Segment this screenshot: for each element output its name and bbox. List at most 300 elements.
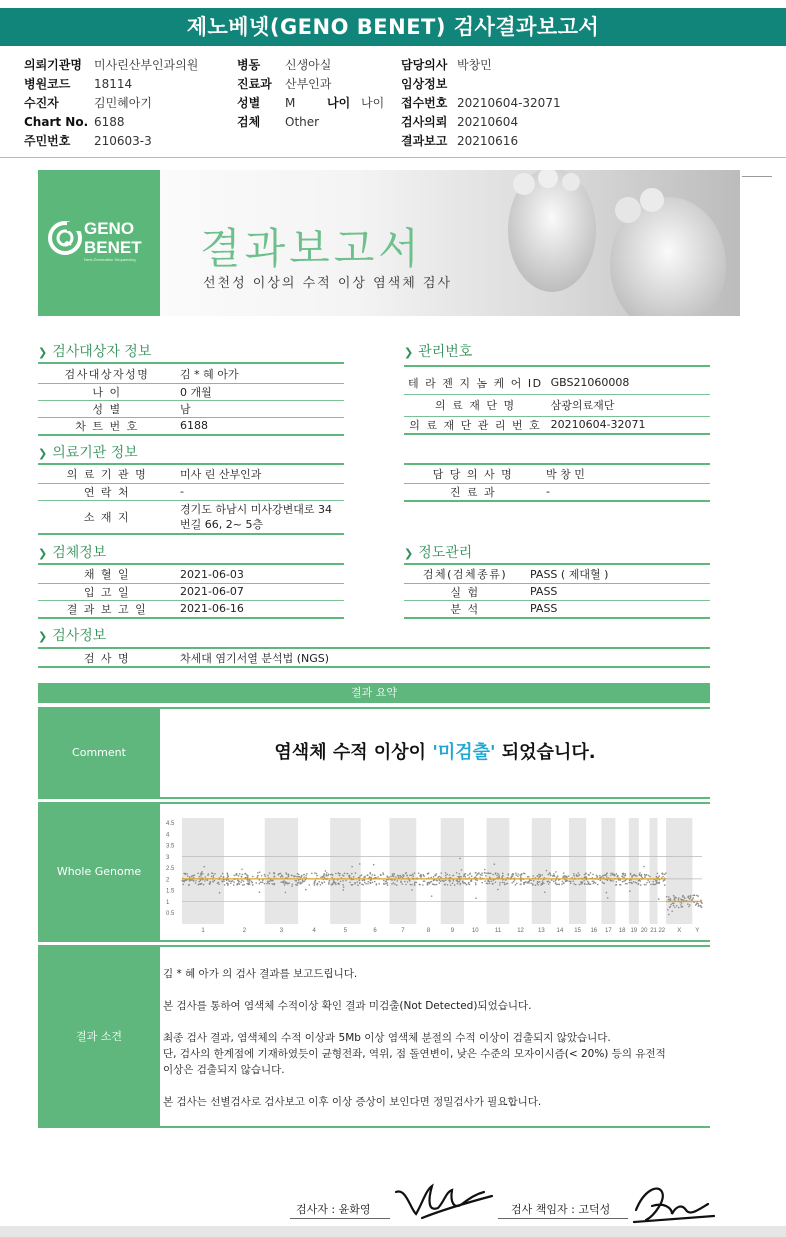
data-point bbox=[436, 873, 438, 875]
data-point bbox=[674, 899, 676, 901]
findings-line: 본 검사를 통하여 염색체 수적이상 확인 결과 미검출(Not Detected)되었습니다. bbox=[163, 1000, 532, 1012]
header-row bbox=[24, 75, 198, 94]
data-point bbox=[542, 883, 544, 885]
data-point bbox=[449, 880, 451, 882]
data-point bbox=[453, 880, 455, 882]
data-point bbox=[520, 883, 522, 885]
data-point bbox=[214, 873, 216, 875]
data-point bbox=[678, 899, 680, 901]
data-point bbox=[637, 883, 639, 885]
data-point bbox=[414, 884, 416, 886]
data-point bbox=[198, 881, 200, 883]
data-point bbox=[481, 874, 483, 876]
data-point bbox=[259, 871, 261, 873]
data-point bbox=[625, 875, 627, 877]
data-point bbox=[214, 880, 216, 882]
data-point bbox=[206, 879, 208, 881]
data-point bbox=[457, 876, 459, 878]
x-tick-label: 15 bbox=[574, 928, 581, 934]
section-title-test-info bbox=[38, 625, 106, 645]
header-value: 신생아실 bbox=[285, 58, 332, 72]
data-point bbox=[349, 876, 351, 878]
data-point bbox=[595, 882, 597, 884]
data-point bbox=[267, 875, 269, 877]
field-label: 결 과 보 고 일 bbox=[38, 600, 176, 618]
data-point bbox=[311, 872, 313, 874]
data-point bbox=[586, 883, 588, 885]
section-title-management bbox=[404, 341, 472, 361]
data-point bbox=[680, 904, 682, 906]
data-point bbox=[489, 883, 491, 885]
header-row bbox=[401, 56, 561, 75]
header-row bbox=[401, 94, 561, 113]
data-point bbox=[331, 884, 333, 886]
data-point bbox=[520, 874, 522, 876]
data-point bbox=[475, 884, 477, 886]
data-point bbox=[422, 884, 424, 886]
table-row bbox=[38, 466, 344, 483]
data-point bbox=[462, 881, 464, 883]
data-point bbox=[643, 866, 645, 868]
data-point bbox=[438, 882, 440, 884]
field-label: 검 사 명 bbox=[38, 650, 176, 667]
data-point bbox=[511, 882, 513, 884]
data-point bbox=[185, 873, 187, 875]
data-point bbox=[343, 875, 345, 877]
x-tick-label: 4 bbox=[312, 928, 316, 934]
data-point bbox=[668, 914, 670, 916]
data-point bbox=[566, 880, 568, 882]
chevron-right-icon: ❯ bbox=[404, 547, 414, 560]
table-row bbox=[404, 394, 710, 416]
header-value: 김민혜아기 bbox=[94, 96, 152, 110]
data-point bbox=[588, 882, 590, 884]
data-point bbox=[459, 858, 461, 860]
data-point bbox=[447, 884, 449, 886]
data-point bbox=[644, 876, 646, 878]
data-point bbox=[414, 881, 416, 883]
data-point bbox=[584, 884, 586, 886]
data-point bbox=[556, 884, 558, 886]
field-label: 실 험 bbox=[404, 583, 526, 600]
header-label-age: 나이 bbox=[327, 96, 351, 110]
data-point bbox=[658, 898, 660, 900]
data-point bbox=[367, 883, 369, 885]
data-point bbox=[252, 876, 254, 878]
chromosome-band bbox=[441, 818, 464, 924]
header-label: 접수번호 bbox=[401, 96, 448, 110]
logo-tagline: Next-Generation Sequencing bbox=[84, 257, 136, 262]
data-point bbox=[481, 882, 483, 884]
header-value: 산부인과 bbox=[285, 77, 332, 91]
data-point bbox=[274, 876, 276, 878]
data-point bbox=[454, 884, 456, 886]
chevron-right-icon: ❯ bbox=[38, 630, 48, 643]
data-point bbox=[513, 881, 515, 883]
data-point bbox=[445, 877, 447, 879]
data-point bbox=[460, 876, 462, 878]
data-point bbox=[559, 884, 561, 886]
data-point bbox=[607, 897, 609, 899]
data-point bbox=[321, 883, 323, 885]
data-point bbox=[515, 872, 517, 874]
chevron-right-icon: ❯ bbox=[38, 346, 48, 359]
data-point bbox=[639, 875, 641, 877]
data-point bbox=[542, 880, 544, 882]
data-point bbox=[466, 884, 468, 886]
header-label: 병원코드 bbox=[24, 77, 71, 91]
table-row bbox=[38, 400, 344, 417]
data-point bbox=[372, 882, 374, 884]
data-point bbox=[391, 883, 393, 885]
data-point bbox=[512, 876, 514, 878]
data-point bbox=[593, 881, 595, 883]
header-col-2 bbox=[237, 56, 384, 132]
data-point bbox=[484, 880, 486, 882]
data-point bbox=[497, 873, 499, 875]
data-point bbox=[636, 875, 638, 877]
section-title-subject bbox=[38, 341, 151, 361]
header-label: 검사의뢰 bbox=[401, 115, 448, 129]
data-point bbox=[604, 875, 606, 877]
data-point bbox=[546, 870, 548, 872]
y-tick-label: 4 bbox=[166, 832, 170, 839]
data-point bbox=[291, 885, 293, 887]
findings-line bbox=[163, 982, 708, 998]
data-point bbox=[306, 873, 308, 875]
data-point bbox=[189, 876, 191, 878]
data-point bbox=[359, 863, 361, 865]
data-point bbox=[359, 882, 361, 884]
data-point bbox=[428, 872, 430, 874]
data-point bbox=[211, 872, 213, 874]
table-row bbox=[404, 416, 710, 434]
data-point bbox=[541, 874, 543, 876]
data-point bbox=[280, 876, 282, 878]
field-value: 6188 bbox=[176, 417, 344, 435]
data-point bbox=[287, 883, 289, 885]
data-point bbox=[282, 881, 284, 883]
data-point bbox=[371, 874, 373, 876]
data-point bbox=[395, 876, 397, 878]
x-tick-label: 12 bbox=[517, 928, 524, 934]
field-value: PASS ( 제대혈 ) bbox=[526, 566, 710, 583]
institution-table bbox=[38, 466, 344, 535]
data-point bbox=[644, 874, 646, 876]
data-point bbox=[390, 876, 392, 878]
data-point bbox=[570, 882, 572, 884]
data-point bbox=[406, 875, 408, 877]
data-point bbox=[662, 873, 664, 875]
data-point bbox=[233, 881, 235, 883]
header-value: 20210604 bbox=[457, 115, 519, 129]
data-point bbox=[459, 884, 461, 886]
data-point bbox=[556, 877, 558, 879]
data-point bbox=[626, 883, 628, 885]
data-point bbox=[668, 896, 670, 898]
data-point bbox=[573, 875, 575, 877]
comment-label: Comment bbox=[38, 709, 160, 797]
data-point bbox=[399, 875, 401, 877]
data-point bbox=[189, 880, 191, 882]
data-point bbox=[433, 876, 435, 878]
data-point bbox=[676, 905, 678, 907]
data-point bbox=[630, 873, 632, 875]
data-point bbox=[444, 883, 446, 885]
data-point bbox=[450, 884, 452, 886]
data-point bbox=[303, 876, 305, 878]
data-point bbox=[701, 906, 703, 908]
data-point bbox=[195, 882, 197, 884]
data-point bbox=[187, 875, 189, 877]
data-point bbox=[583, 880, 585, 882]
summary-bar: 결과 요약 bbox=[38, 683, 710, 703]
data-point bbox=[625, 873, 627, 875]
data-point bbox=[689, 898, 691, 900]
data-point bbox=[325, 870, 327, 872]
data-point bbox=[488, 872, 490, 874]
data-point bbox=[370, 879, 372, 881]
chromosome-band bbox=[265, 818, 298, 924]
header-value: 18114 bbox=[94, 77, 133, 91]
data-point bbox=[292, 883, 294, 885]
data-point bbox=[361, 883, 363, 885]
data-point bbox=[232, 880, 234, 882]
data-point bbox=[698, 903, 700, 905]
data-point bbox=[269, 881, 271, 883]
data-point bbox=[308, 884, 310, 886]
data-point bbox=[495, 872, 497, 874]
data-point bbox=[587, 880, 589, 882]
section-rule bbox=[404, 365, 710, 367]
report-title: 제노베넷(GENO BENET) 검사결과보고서 bbox=[0, 8, 786, 46]
header-label: 담당의사 bbox=[401, 58, 448, 72]
section-title-text: 검체정보 bbox=[52, 545, 107, 561]
data-point bbox=[527, 881, 529, 883]
data-point bbox=[217, 882, 219, 884]
header-label: 수진자 bbox=[24, 96, 59, 110]
y-tick-label: 1 bbox=[166, 899, 170, 906]
header-label: Chart No. bbox=[24, 115, 89, 129]
table-row bbox=[404, 372, 710, 394]
data-point bbox=[445, 875, 447, 877]
data-point bbox=[238, 875, 240, 877]
header-value: 박창민 bbox=[457, 58, 492, 72]
data-point bbox=[264, 883, 266, 885]
data-point bbox=[606, 876, 608, 878]
comment-pre: 염색체 수적 이상이 bbox=[274, 742, 433, 763]
x-tick-label: 5 bbox=[343, 928, 348, 934]
data-point bbox=[346, 873, 348, 875]
findings-line: 최종 검사 결과, 염색체의 수적 이상과 5Mb 이상 염색체 분절의 수적 이상이 검출되지 않았습니다. bbox=[163, 1032, 611, 1044]
data-point bbox=[315, 880, 317, 882]
data-point bbox=[264, 874, 266, 876]
data-point bbox=[367, 881, 369, 883]
chromosome-band bbox=[532, 818, 551, 924]
data-point bbox=[475, 872, 477, 874]
table-row bbox=[38, 417, 344, 435]
data-point bbox=[464, 876, 466, 878]
data-point bbox=[592, 883, 594, 885]
data-point bbox=[612, 880, 614, 882]
data-point bbox=[269, 872, 271, 874]
data-point bbox=[487, 883, 489, 885]
data-point bbox=[471, 875, 473, 877]
x-tick-label: 19 bbox=[630, 928, 638, 934]
data-point bbox=[195, 880, 197, 882]
section-title-text: 의료기관 정보 bbox=[52, 445, 138, 461]
data-point bbox=[678, 907, 680, 909]
data-point bbox=[599, 875, 601, 877]
data-point bbox=[475, 876, 477, 878]
data-point bbox=[367, 875, 369, 877]
data-point bbox=[457, 883, 459, 885]
field-value: 2021-06-07 bbox=[176, 583, 344, 600]
data-point bbox=[222, 873, 224, 875]
data-point bbox=[320, 884, 322, 886]
data-point bbox=[494, 863, 496, 865]
data-point bbox=[204, 880, 206, 882]
data-point bbox=[635, 882, 637, 884]
data-point bbox=[701, 902, 703, 904]
data-point bbox=[555, 871, 557, 873]
comment-post: 되었습니다. bbox=[495, 742, 596, 763]
data-point bbox=[688, 906, 690, 908]
data-point bbox=[557, 875, 559, 877]
data-point bbox=[698, 905, 700, 907]
data-point bbox=[436, 879, 438, 881]
data-point bbox=[383, 880, 385, 882]
chromosome-band bbox=[650, 818, 658, 924]
data-point bbox=[537, 881, 539, 883]
report-banner bbox=[38, 170, 740, 316]
table-row bbox=[38, 383, 344, 400]
data-point bbox=[524, 882, 526, 884]
data-point bbox=[412, 875, 414, 877]
data-point bbox=[607, 879, 609, 881]
data-point bbox=[600, 880, 602, 882]
data-point bbox=[682, 896, 684, 898]
x-tick-label: 13 bbox=[538, 928, 545, 934]
data-point bbox=[330, 874, 332, 876]
data-point bbox=[345, 880, 347, 882]
data-point bbox=[493, 879, 495, 881]
data-point bbox=[431, 895, 433, 897]
data-point bbox=[622, 874, 624, 876]
data-point bbox=[226, 879, 228, 881]
signature-line bbox=[498, 1218, 628, 1219]
header-value: 미사린산부인과의원 bbox=[94, 58, 199, 72]
findings-line: 본 검사는 선별검사로 검사보고 이후 이상 증상이 보인다면 정밀검사가 필요합니다. bbox=[163, 1096, 542, 1108]
data-point bbox=[353, 876, 355, 878]
table-row bbox=[38, 650, 710, 667]
data-point bbox=[392, 873, 394, 875]
data-point bbox=[393, 882, 395, 884]
data-point bbox=[298, 876, 300, 878]
field-value: 박 창 민 bbox=[542, 466, 710, 483]
data-point bbox=[649, 876, 651, 878]
header-row bbox=[401, 132, 561, 151]
field-label: 연 락 처 bbox=[38, 483, 176, 500]
data-point bbox=[670, 906, 672, 908]
section-rule bbox=[404, 563, 710, 565]
subject-info-table bbox=[38, 366, 344, 436]
data-point bbox=[323, 874, 325, 876]
data-point bbox=[470, 880, 472, 882]
data-point bbox=[257, 872, 259, 874]
data-point bbox=[539, 876, 541, 878]
data-point bbox=[396, 884, 398, 886]
data-point bbox=[434, 884, 436, 886]
data-point bbox=[445, 872, 447, 874]
geno-benet-logo bbox=[38, 170, 160, 316]
data-point bbox=[683, 899, 685, 901]
data-point bbox=[502, 882, 504, 884]
address-line-1: 경기도 하남시 미사강변대로 34 bbox=[180, 502, 332, 516]
findings-line: 이상은 검출되지 않습니다. bbox=[163, 1064, 285, 1076]
field-value: 김 * 혜 아가 bbox=[176, 366, 344, 383]
data-point bbox=[296, 882, 298, 884]
header-label: 결과보고 bbox=[401, 134, 448, 148]
data-point bbox=[507, 873, 509, 875]
chromosome-band bbox=[569, 818, 586, 924]
table-row bbox=[404, 483, 710, 501]
header-value: 210603-3 bbox=[94, 134, 152, 148]
data-point bbox=[329, 880, 331, 882]
data-point bbox=[692, 895, 694, 897]
data-point bbox=[288, 882, 290, 884]
data-point bbox=[596, 876, 598, 878]
data-point bbox=[314, 882, 316, 884]
data-point bbox=[690, 895, 692, 897]
data-point bbox=[328, 881, 330, 883]
data-point bbox=[631, 883, 633, 885]
data-point bbox=[517, 875, 519, 877]
field-label: 진 료 과 bbox=[404, 483, 542, 501]
data-point bbox=[530, 883, 532, 885]
data-point bbox=[300, 876, 302, 878]
whole-genome-label: Whole Genome bbox=[38, 804, 160, 940]
data-point bbox=[343, 889, 345, 891]
data-point bbox=[461, 869, 463, 871]
data-point bbox=[684, 897, 686, 899]
data-point bbox=[688, 895, 690, 897]
header-value: M bbox=[285, 96, 296, 110]
data-point bbox=[344, 873, 346, 875]
x-tick-label: 16 bbox=[590, 928, 598, 934]
x-tick-label: 8 bbox=[426, 928, 431, 934]
data-point bbox=[203, 866, 205, 868]
data-point bbox=[655, 879, 657, 881]
header-value: Other bbox=[285, 115, 320, 129]
data-point bbox=[335, 882, 337, 884]
data-point bbox=[258, 883, 260, 885]
data-point bbox=[388, 876, 390, 878]
data-point bbox=[268, 883, 270, 885]
chevron-right-icon: ❯ bbox=[404, 346, 414, 359]
section-rule bbox=[404, 463, 710, 465]
data-point bbox=[288, 876, 290, 878]
chromosome-band bbox=[487, 818, 510, 924]
field-label: 담 당 의 사 명 bbox=[404, 466, 542, 483]
x-tick-label: 20 bbox=[640, 928, 648, 934]
field-label: 검체(검체종류) bbox=[404, 566, 526, 583]
data-point bbox=[239, 883, 241, 885]
data-point bbox=[327, 875, 329, 877]
data-point bbox=[247, 880, 249, 882]
data-point bbox=[303, 880, 305, 882]
data-point bbox=[515, 874, 517, 876]
